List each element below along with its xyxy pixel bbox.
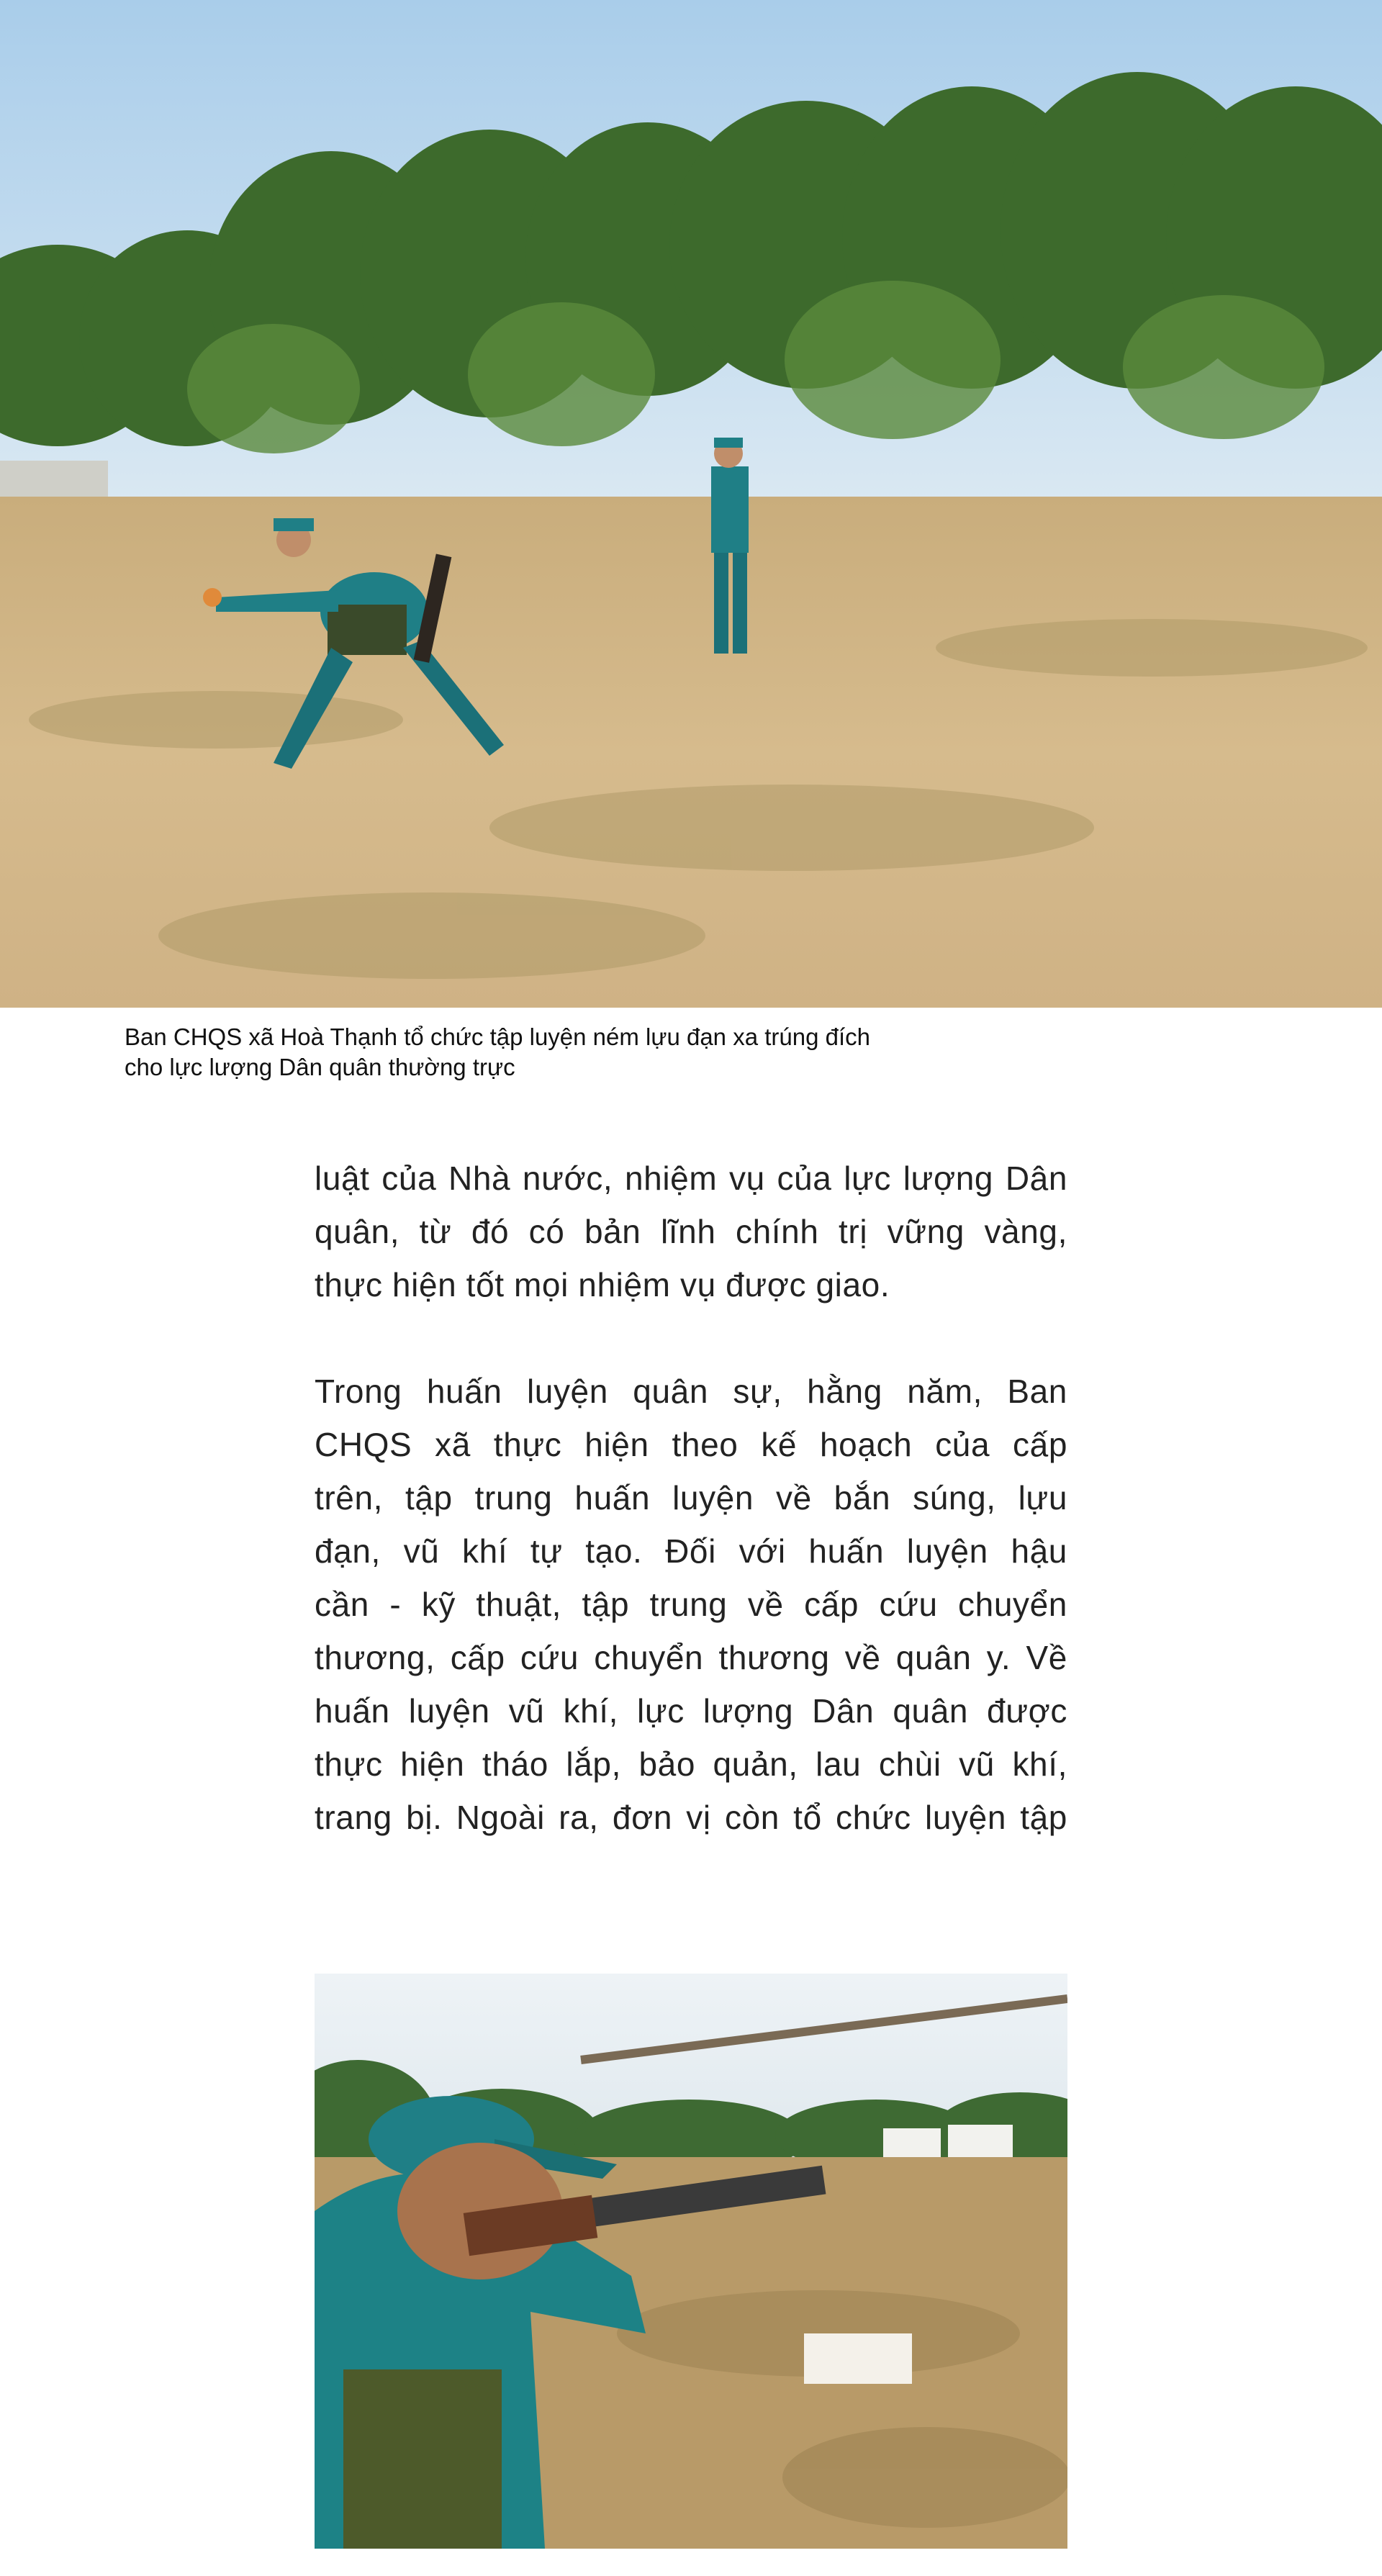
paragraph-line: thương, cấp cứu chuyển thương về quân y. Về — [315, 1639, 1067, 1676]
paragraph-line: đạn, vũ khí tự tạo. Đối với huấn luyện hậu — [315, 1532, 1067, 1570]
caption-line-1: Ban CHQS xã Hoà Thạnh tổ chức tập luyện ném lựu đạn xa trúng đích — [125, 1023, 870, 1050]
paragraph-line: Trong huấn luyện quân sự, hằng năm, Ban — [315, 1373, 1067, 1410]
hero-photo — [0, 0, 1382, 1008]
paragraph-line: huấn luyện vũ khí, lực lượng Dân quân được — [315, 1692, 1067, 1730]
grenade-training-image — [0, 0, 1382, 1008]
caption-line-2: cho lực lượng Dân quân thường trực — [125, 1054, 515, 1080]
paragraph-line: thực hiện tháo lắp, bảo quản, lau chùi vũ khí, — [315, 1745, 1067, 1783]
paragraph-line: trên, tập trung huấn luyện về bắn súng, lựu — [315, 1479, 1067, 1517]
rifle-training-image — [315, 1974, 1067, 2549]
photo-caption — [125, 1022, 1060, 1083]
paragraph-line: cần - kỹ thuật, tập trung về cấp cứu chuyển — [315, 1586, 1067, 1623]
rifle-aiming-photo — [315, 1974, 1067, 2549]
paragraph-line: quân, từ đó có bản lĩnh chính trị vững vàng, — [315, 1213, 1067, 1250]
paragraph-line: luật của Nhà nước, nhiệm vụ của lực lượng Dân — [315, 1160, 1067, 1197]
paragraph-line: thực hiện tốt mọi nhiệm vụ được giao. — [315, 1266, 890, 1303]
article-paragraph-2 — [315, 1365, 1067, 1844]
article-paragraph-1 — [315, 1152, 1067, 1311]
paragraph-line: CHQS xã thực hiện theo kế hoạch của cấp — [315, 1426, 1067, 1463]
paragraph-line: trang bị. Ngoài ra, đơn vị còn tổ chức luyện tập — [315, 1799, 1067, 1836]
